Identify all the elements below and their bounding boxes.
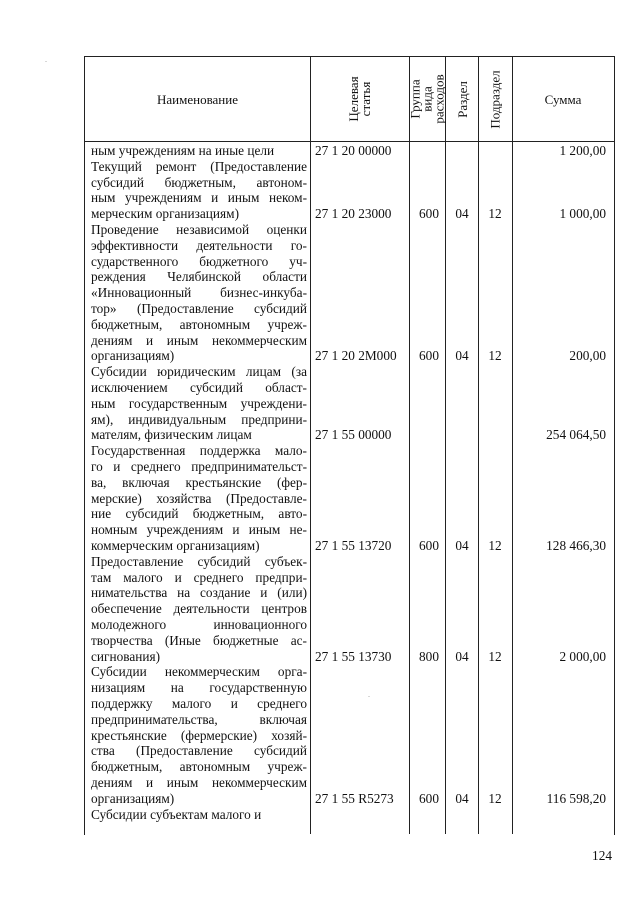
row-group: 600 (419, 348, 439, 364)
row-name-line: организациям) (91, 348, 175, 364)
row-name (91, 664, 307, 806)
row-name-line: Текущий ремонт (Предоставление (91, 158, 307, 174)
row-sum: 1 000,00 (559, 206, 606, 222)
row-name-line: дениям и иным некоммерческим (91, 774, 307, 790)
row-name-line: Субсидии субъектам малого и (91, 806, 262, 822)
row-name-line: бюджетным, автономным учреж- (91, 759, 307, 775)
row-name (91, 807, 307, 823)
row-code: 27 1 55 13730 (315, 648, 392, 664)
row-name-line: творчества (Иные бюджетные ас- (91, 632, 307, 648)
row-name-line: Государственная поддержка мало- (91, 443, 307, 459)
row-name-line: молодежного инновационного (91, 616, 307, 632)
row-section: 04 (455, 348, 469, 364)
header-sum-text: Сумма (544, 91, 582, 107)
row-name-line: ным государственным учреждени- (91, 395, 307, 411)
column-divider-sum (512, 56, 513, 834)
row-subsection: 12 (488, 538, 502, 553)
margin-mark: . (45, 55, 47, 64)
row-subsection: 12 (488, 206, 502, 222)
row-name-line: мерские) хозяйства (Предоставле- (91, 490, 307, 506)
row-section: 04 (455, 538, 469, 553)
row-name-line: мерческим организациям) (91, 206, 239, 222)
row-name-line: Субсидии юридическим лицам (за (91, 364, 307, 380)
row-name-line: сударственного бюджетного уч- (91, 253, 307, 269)
scan-dot: . (368, 690, 370, 699)
header-sum (513, 57, 613, 141)
row-name-line: дениям и иным некоммерческим (91, 332, 307, 348)
row-name (91, 364, 307, 443)
row-name-line: сигнования) (91, 648, 161, 664)
row-section: 04 (455, 206, 469, 222)
row-name-line: организациям) (91, 790, 175, 806)
row-name-line: ным учреждениям и иным неком- (91, 190, 307, 206)
row-code: 27 1 55 13720 (315, 538, 392, 553)
row-sum: 200,00 (569, 348, 606, 364)
column-divider-group (409, 56, 410, 834)
row-name-line: бюджетным, автономным учреж- (91, 316, 307, 332)
row-name-line: Предоставление субсидий субъек- (91, 553, 307, 569)
header-name (85, 57, 310, 141)
row-name-line: низациям на государственную (91, 680, 307, 696)
row-name-line: предпринимательства, включая (91, 711, 307, 727)
row-name-line: «Инновационный бизнес-инкуба- (91, 285, 307, 301)
row-name-line: крестьянские (фермерские) хозяй- (91, 727, 307, 743)
header-code-text: Целевая статья (346, 76, 373, 122)
column-divider-code (310, 56, 311, 834)
row-name-line: нимательства на создание и (или) (91, 585, 307, 601)
header-group (407, 57, 447, 141)
row-subsection: 12 (488, 648, 502, 664)
row-group: 600 (419, 790, 439, 806)
row-sum: 116 598,20 (546, 790, 606, 806)
header-divider (84, 141, 614, 142)
row-name-line: тор» (Предоставление субсидий (91, 300, 307, 316)
column-divider-section (445, 56, 446, 834)
row-name-line: ям), индивидуальным предприни- (91, 411, 307, 427)
row-name-line: поддержку малого и среднего (91, 695, 307, 711)
row-name-line: субсидий бюджетным, автоном- (91, 174, 307, 190)
row-group: 600 (419, 538, 439, 553)
row-name-line: го и среднего предпринимательст- (91, 458, 307, 474)
header-section (446, 57, 478, 141)
row-name-line: обеспечение деятельности центров (91, 601, 307, 617)
row-section: 04 (455, 648, 469, 664)
row-section: 04 (455, 790, 469, 806)
row-name (91, 159, 307, 222)
row-name-line: ным учреждениям на иные цели (91, 143, 275, 158)
row-name-line: Субсидии некоммерческим орга- (91, 664, 307, 680)
row-group: 600 (419, 206, 439, 222)
row-code: 27 1 55 R5273 (315, 790, 394, 806)
row-name-line: номным учреждениям и иным не- (91, 522, 307, 538)
row-name (91, 143, 307, 159)
header-code (311, 57, 409, 141)
header-group-text: Группа вида расходов (407, 74, 447, 124)
row-sum: 128 466,30 (546, 538, 606, 553)
row-name-line: реждения Челябинской области (91, 269, 307, 285)
column-divider-subsection (478, 56, 479, 834)
row-code: 27 1 55 00000 (315, 427, 392, 443)
row-name (91, 443, 307, 554)
row-name-line: эффективности деятельности го- (91, 237, 307, 253)
row-name-line: исключением субсидий област- (91, 379, 307, 395)
row-name-line: Проведение независимой оценки (91, 222, 307, 237)
row-code: 27 1 20 2М000 (315, 348, 397, 364)
row-group: 800 (419, 648, 439, 664)
header-subsection (479, 57, 512, 141)
row-code: 27 1 20 00000 (315, 143, 392, 158)
header-section-text: Раздел (454, 80, 470, 118)
row-name-line: коммерческим организациям) (91, 537, 260, 553)
row-name (91, 554, 307, 665)
row-subsection: 12 (488, 348, 502, 364)
row-name-line: там малого и среднего предпри- (91, 569, 307, 585)
page-number: 124 (592, 848, 612, 863)
row-subsection: 12 (488, 790, 502, 806)
row-name-line: мателям, физическим лицам (91, 427, 252, 443)
row-sum: 1 200,00 (559, 143, 606, 158)
header-subsection-text: Подраздел (488, 69, 504, 129)
header-name-text: Наименование (157, 91, 238, 107)
row-sum: 254 064,50 (546, 427, 606, 443)
row-name-line: ние субсидий бюджетным, авто- (91, 506, 307, 522)
row-name-line: ства (Предоставление субсидий (91, 743, 307, 759)
row-sum: 2 000,00 (559, 648, 606, 664)
row-name (91, 222, 307, 364)
row-name-line: ва, включая крестьянские (фер- (91, 474, 307, 490)
row-code: 27 1 20 23000 (315, 206, 392, 222)
